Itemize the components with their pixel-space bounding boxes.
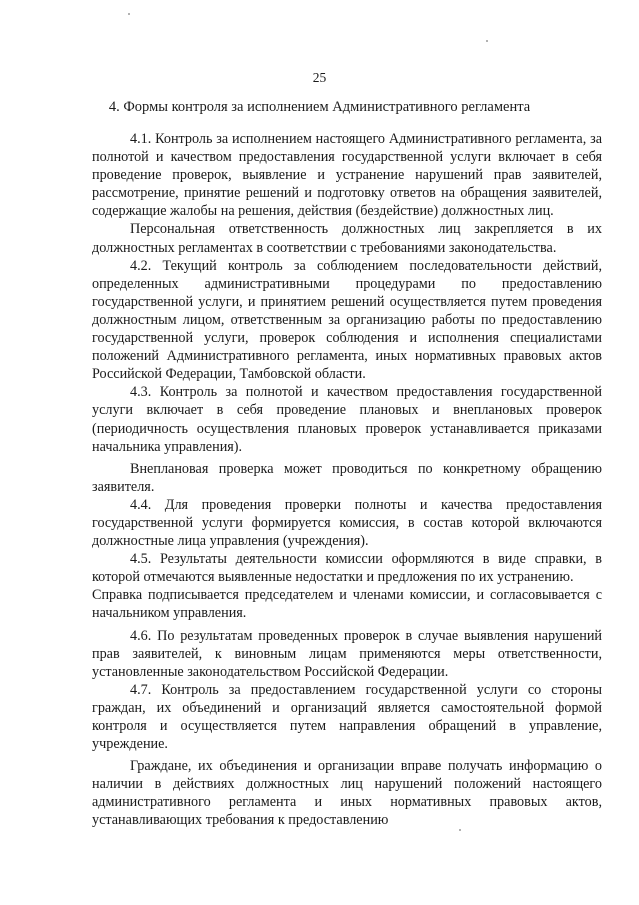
paragraph-4-1: 4.1. Контроль за исполнением настоящего Административного регламента, за полнотой и качеством предоставления государственной услуги включает в себя проведение проверок, выявление и устранение нарушений прав заявителей, рассмотрение, принятие решений и подготовку ответов на обращения заявителей, содержащие жалобы на решения, действия (бездействие) должностных лиц. [92,131,602,220]
page-number: 25 [312,70,327,85]
paragraph-certificate-signing: Справка подписывается председателем и членами комиссии, и согласовывается с начальником управления. [92,587,602,622]
paragraph-4-3: 4.3. Контроль за полнотой и качеством предоставления государственной услуги включает в себя проведение плановых и внеплановых проверок (периодичность осуществления плановых проверок устанавливается приказами начальника управления). [92,384,602,455]
scan-speck-top [128,13,130,15]
paragraph-4-2: 4.2. Текущий контроль за соблюдением последовательности действий, определенных административными процедурами по предоставлению государственной услуги, и принятием решений осуществляется путем проведения должностным лицом, ответственным за организацию работы по предоставлению государственной услуги, проверок соблюдения и исполнения специалистами положений Административного регламента, иных нормативных правовых актов Российской Федерации, Тамбовской области. [92,257,602,383]
section-heading: 4. Формы контроля за исполнением Административного регламента [108,99,531,115]
document-body [92,130,602,830]
paragraph-personal-responsibility: Персональная ответственность должностных лиц закрепляется в их должностных регламентах в соответствии с требованиями законодательства. [92,221,602,256]
paragraph-unscheduled-check: Внеплановая проверка может проводиться по конкретному обращению заявителя. [92,460,602,495]
scan-speck-right [486,40,488,42]
paragraph-citizens-rights: Граждане, их объединения и организации вправе получать информацию о наличии в действиях должностных лиц нарушений положений настоящего административного регламента и иных нормативных правовых актов, устанавливающих требования к предоставлению [92,758,602,829]
paragraph-4-6: 4.6. По результатам проведенных проверок в случае выявления нарушений прав заявителей, к виновным лицам применяются меры ответственности, установленные законодательством Российской Федерации. [92,627,602,680]
paragraph-4-5: 4.5. Результаты деятельности комиссии оформляются в виде справки, в которой отмечаются выявленные недостатки и предложения по их устранению. [92,551,602,586]
paragraph-4-7: 4.7. Контроль за предоставлением государственной услуги со стороны граждан, их объединений и организаций является самостоятельной формой контроля и осуществляется путем направления обращений в управление, учреждение. [92,681,602,753]
paragraph-4-4: 4.4. Для проведения проверки полноты и качества предоставления государственной услуги формируется комиссия, в состав которой включаются должностные лица управления (учреждения). [92,496,602,550]
